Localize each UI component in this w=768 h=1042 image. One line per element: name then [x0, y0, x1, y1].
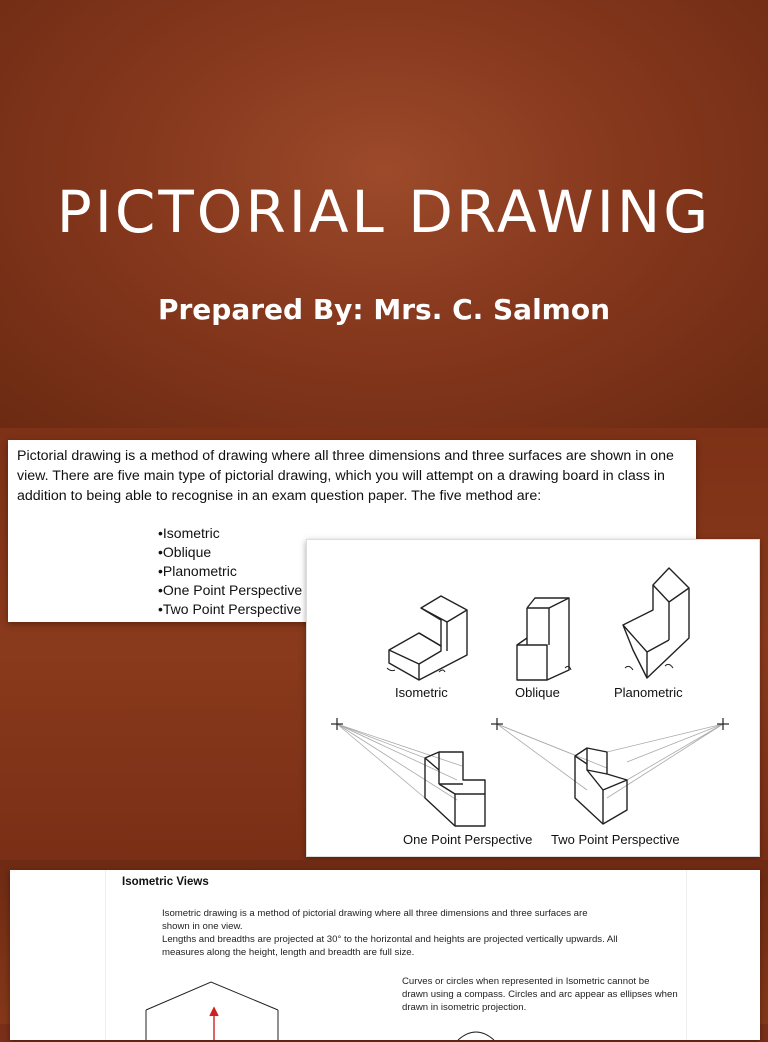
two-point-label: Two Point Perspective: [551, 832, 680, 847]
isometric-doc-card: [10, 870, 760, 1040]
isometric-cube-sketch: [136, 970, 336, 1040]
title-slide: [0, 0, 768, 428]
drawing-types-figure: [306, 539, 760, 857]
two-point-block-drawing: [575, 748, 627, 824]
doc-text-line: measures along the height, length and breadth are full size.: [162, 947, 415, 958]
intro-paragraph: Pictorial drawing is a method of drawing where all three dimensions and three surfaces are shown in one view. There are five main type of pictorial drawing, which you will attempt on a drawing board in class in addition to being able to recognise in an exam question paper. The five method are:: [17, 448, 674, 504]
list-item: •One Point Perspective: [158, 582, 303, 598]
planometric-label: Planometric: [614, 685, 683, 700]
intro-slide: [0, 428, 768, 860]
isometric-label: Isometric: [395, 685, 448, 700]
isometric-block-drawing: [389, 596, 467, 680]
ellipse-sketch: [456, 1022, 496, 1042]
list-item: •Isometric: [158, 525, 220, 541]
height-arrow: [210, 1008, 218, 1040]
list-item: •Oblique: [158, 544, 212, 560]
list-item: •Planometric: [158, 563, 237, 579]
oblique-label: Oblique: [515, 685, 560, 700]
doc-text-line: shown in one view.: [162, 921, 243, 932]
doc-text-line: drawn using a compass. Circles and arc appear as ellipses when: [402, 989, 678, 1000]
doc-text-line: Curves or circles when represented in Isometric cannot be: [402, 976, 650, 987]
doc-text-line: drawn in isometric projection.: [402, 1002, 527, 1013]
doc-text-line: Isometric drawing is a method of pictorial drawing where all three dimensions and three surfaces are: [162, 908, 588, 919]
list-item: •Two Point Perspective: [158, 601, 302, 617]
vanishing-point-markers: [331, 718, 729, 730]
planometric-block-drawing: [623, 568, 689, 678]
slide-title: PICTORIAL DRAWING: [56, 178, 712, 246]
oblique-block-drawing: [517, 598, 569, 680]
slide-subtitle: Prepared By: Mrs. C. Salmon: [157, 293, 611, 326]
doc-heading: Isometric Views: [122, 876, 209, 888]
doc-text-line: Lengths and breadths are projected at 30° to the horizontal and heights are projected vertically upwards. All: [162, 934, 618, 945]
one-point-block-drawing: [425, 752, 485, 826]
document-page: [105, 870, 687, 1040]
one-point-label: One Point Perspective: [403, 832, 533, 847]
methods-list: [158, 524, 302, 619]
isometric-views-slide: [0, 860, 768, 1024]
